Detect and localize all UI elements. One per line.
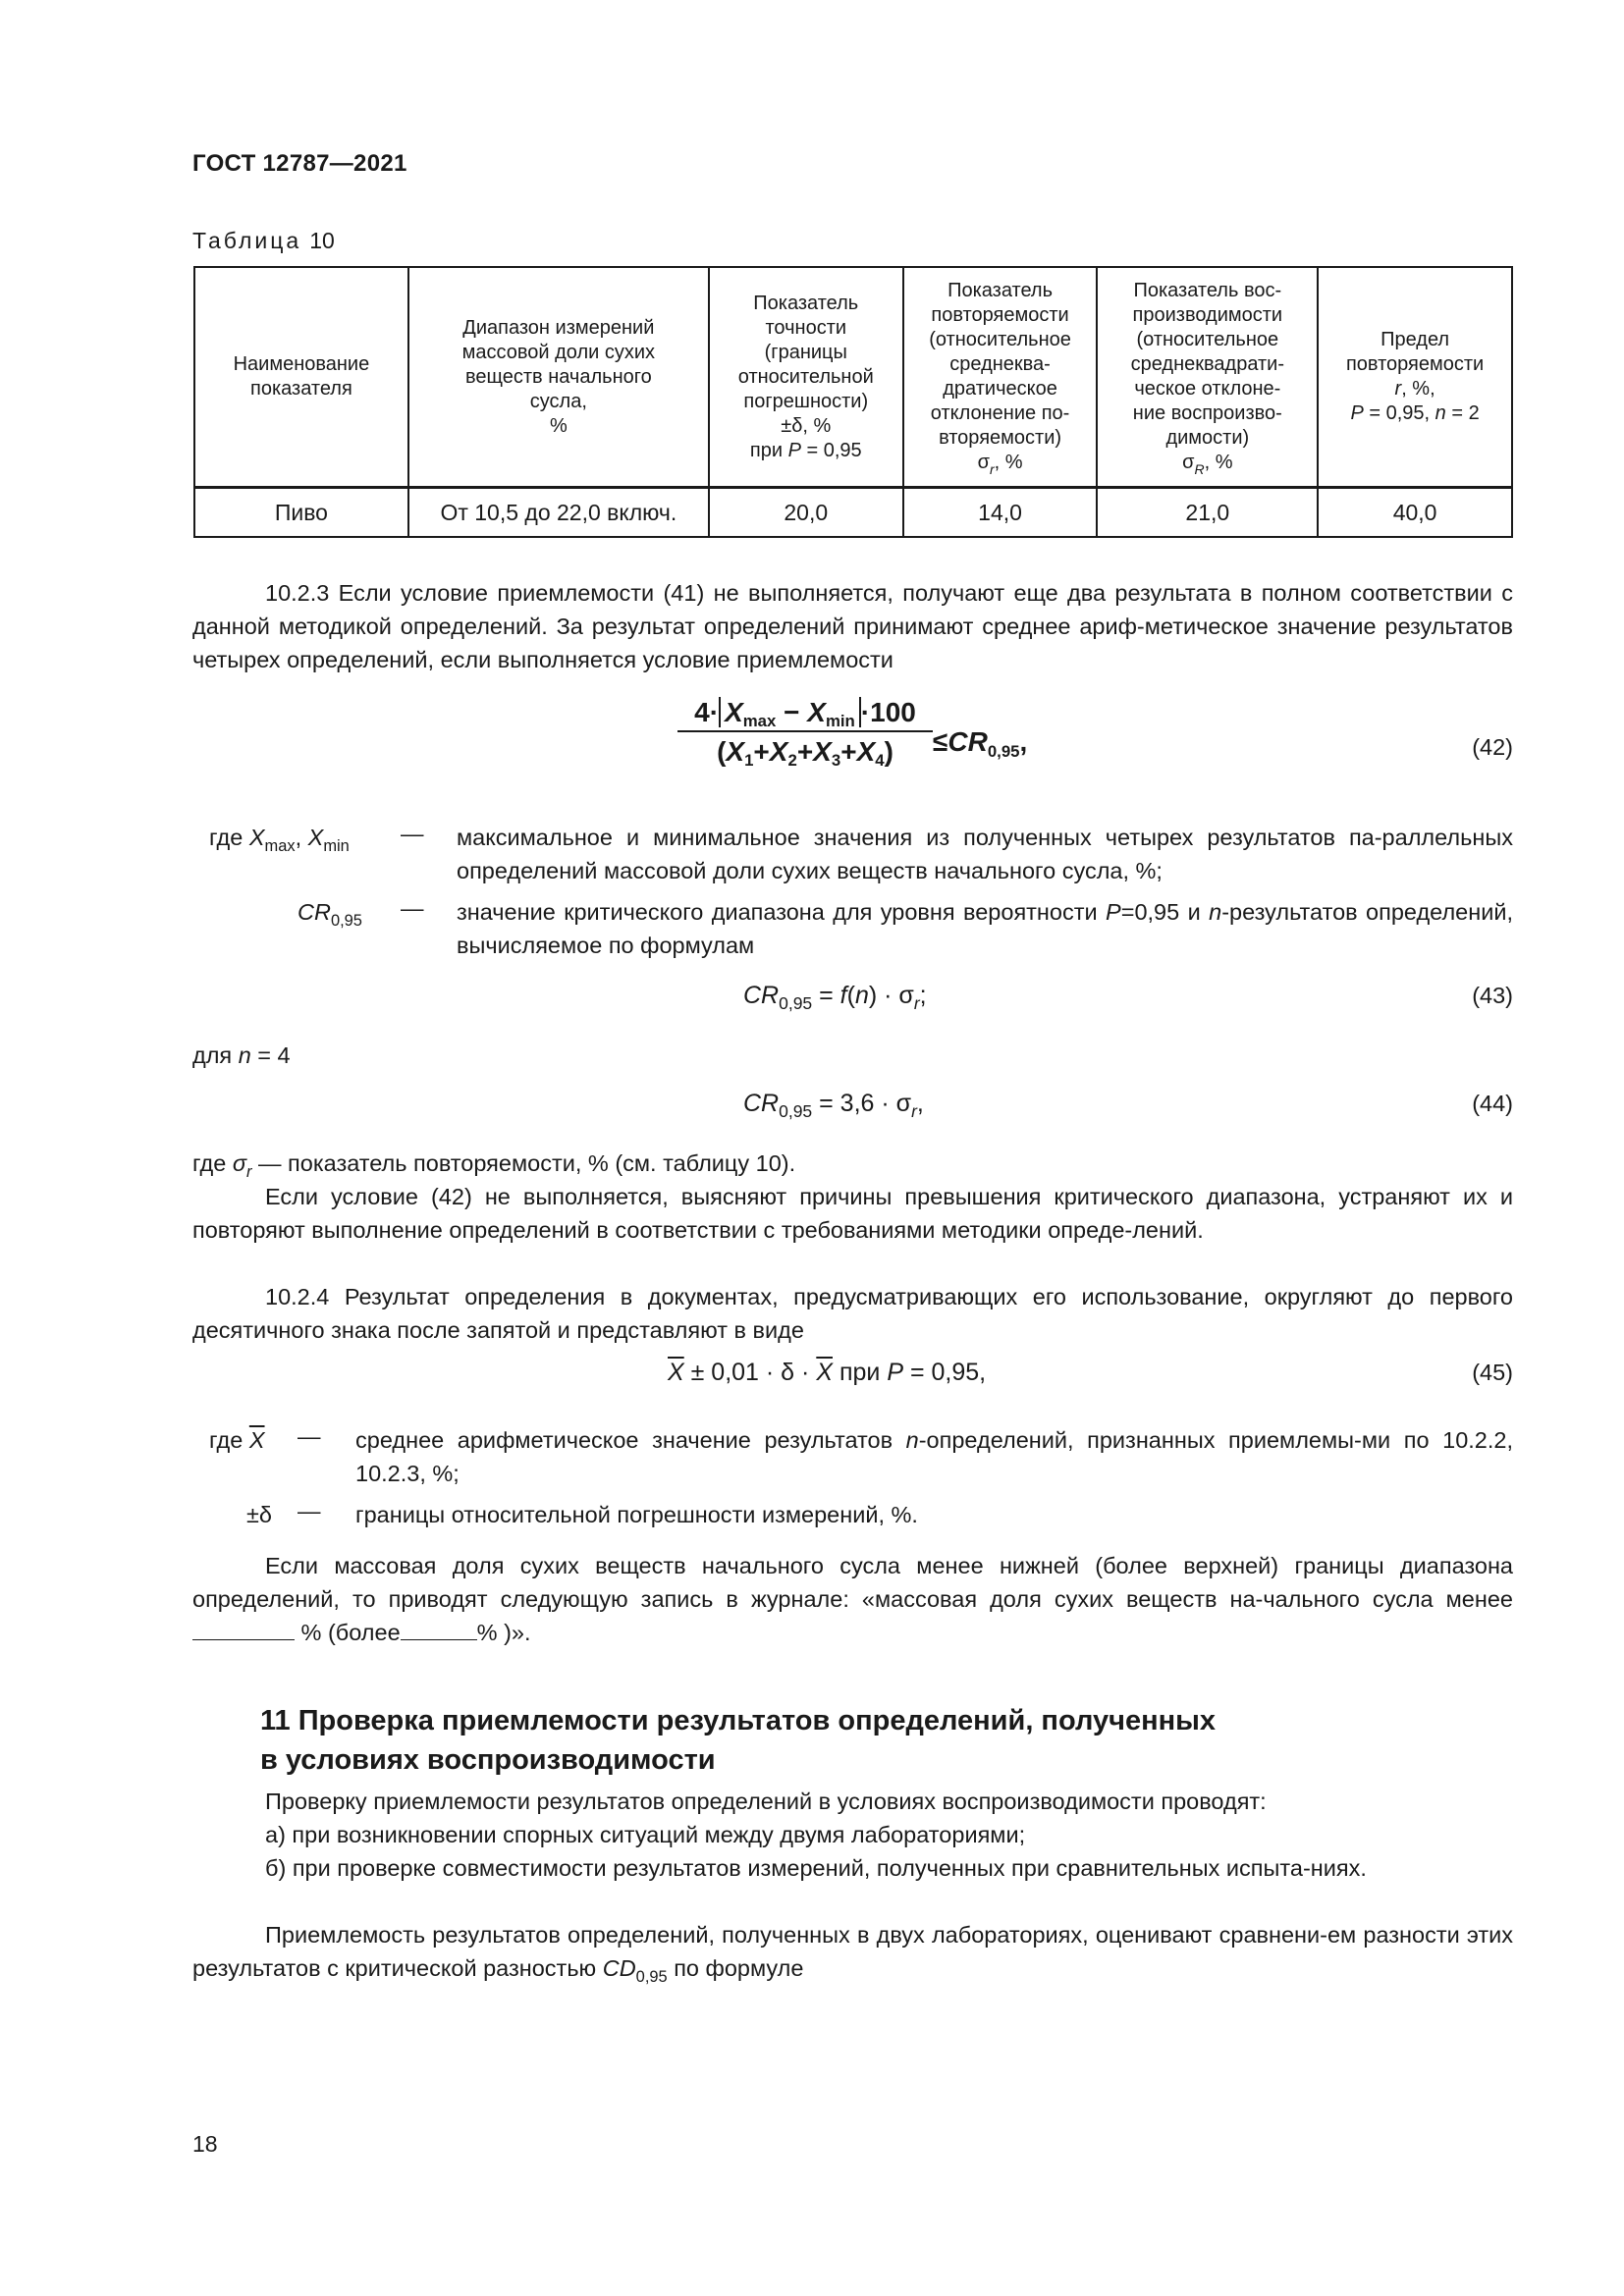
- where-term-cr: $CR_{0,95}$: [298, 899, 362, 930]
- where-sigma: где $\sigma_r$ — показатель повторяемости, % (см. таблицу 10).: [192, 1150, 796, 1181]
- table-header-cell: Показатель вос- производимости (относительное среднеквадрати- ческое отклоне- ние воспроизво- димости) $\sigma_R$, %: [1097, 267, 1318, 488]
- section-11-paragraph-2: Приемлемость результатов определений, полученных в двух лабораториях, оценивают сравнени-ем разности этих результатов с критической разностью $CD_{0,95}$ по формуле: [192, 1922, 1513, 1986]
- document-header: ГОСТ 12787—2021: [192, 150, 407, 177]
- table-cell: 40,0: [1318, 488, 1512, 538]
- table-caption: [192, 228, 335, 254]
- equation-43: $CR_{0,95} = f(n) \cdot \sigma_r$;: [743, 982, 927, 1013]
- section-11-item-a: а) при возникновении спорных ситуаций между двумя лабораториями;: [265, 1822, 1026, 1847]
- where-term-delta: ±δ: [246, 1502, 272, 1527]
- definition-xbar: среднее арифметическое значение результатов n-определений, признанных приемлемы-ми по 10.2.2, 10.2.3, %;: [355, 1427, 1513, 1486]
- equation-44-number: (44): [1472, 1091, 1513, 1116]
- equation-42-fraction: [677, 697, 933, 768]
- equation-42-numerator: $4\cdot X_{max} - X_{min} \cdot 100$: [694, 697, 916, 730]
- equation-42-denominator: $(X_1+X_2+X_3+X_4)$: [717, 736, 893, 770]
- section-11-item-b: б) при проверке совместимости результатов измерений, полученных при сравнительных испыта-ниях.: [265, 1855, 1367, 1881]
- equation-44: $CR_{0,95} = 3,6 \cdot \sigma_r$,: [743, 1090, 924, 1121]
- paragraph-10-2-3: 10.2.3 Если условие приемлемости (41) не выполняется, получают еще два результата в полном соответствии с данной методикой определений. За результат определений принимают среднее ариф-метическое значение результатов четырех определений, если выполняется условие приемлемости: [192, 580, 1513, 672]
- table-header-row: [194, 267, 1512, 488]
- equation-45-number: (45): [1472, 1360, 1513, 1385]
- paragraph-if-condition: Если условие (42) не выполняется, выясняют причины превышения критического диапазона, устраняют их и повторяют выполнение определений в соответствии с требованиями методики опреде-лений.: [192, 1184, 1513, 1243]
- equation-43-number: (43): [1472, 983, 1513, 1008]
- equation-42-number: (42): [1472, 734, 1513, 760]
- table-cell: Пиво: [194, 488, 408, 538]
- table-header-cell: Показатель повторяемости (относительное среднеква- дратическое отклонение по- вторяемости) $\sigma_r$, %: [903, 267, 1098, 488]
- page-number: 18: [192, 2131, 218, 2157]
- blank-field: [192, 1620, 295, 1640]
- equation-45: $\overline{X} \pm 0,01 \cdot \delta \cdot \overline{X}$ при P = 0,95,: [668, 1359, 987, 1386]
- table-cell: 21,0: [1097, 488, 1318, 538]
- table-cell: 20,0: [709, 488, 903, 538]
- definition-dash: —: [401, 895, 424, 921]
- table-header-cell: Показатель точности (границы относительной погрешности) ±δ, % при P = 0,95: [709, 267, 903, 488]
- table-caption-word: Таблица: [192, 228, 302, 253]
- table-header-cell: Наименование показателя: [194, 267, 408, 488]
- table-row: [194, 488, 1512, 538]
- table-cell: 14,0: [903, 488, 1098, 538]
- table-10: [193, 266, 1513, 538]
- for-n-4: для n = 4: [192, 1042, 291, 1068]
- section-11-title-line1: 11 Проверка приемлемости результатов определений, полученных: [260, 1705, 1217, 1736]
- table-caption-number: 10: [309, 228, 335, 253]
- section-11-paragraph-1: Проверку приемлемости результатов определений в условиях воспроизводимости проводят:: [265, 1789, 1267, 1814]
- table-header-cell: Предел повторяемости r, %, P = 0,95, n = 2: [1318, 267, 1512, 488]
- definition-xmax-xmin: максимальное и минимальное значения из полученных четырех результатов па-раллельных определений массовой доли сухих веществ начального сусла, %;: [457, 825, 1513, 883]
- definition-dash: —: [298, 1498, 321, 1523]
- where-term-xmax-xmin: где $X_{max}$, $X_{min}$: [209, 825, 350, 855]
- definition-cr: значение критического диапазона для уровня вероятности P=0,95 и n-результатов определений, вычисляемое по формулам: [457, 899, 1513, 958]
- paragraph-10-2-4: 10.2.4 Результат определения в документах, предусматривающих его использование, округляют до первого десятичного знака после запятой и представляют в виде: [192, 1284, 1513, 1343]
- section-11-title: [260, 1701, 1438, 1780]
- table-cell: От 10,5 до 22,0 включ.: [408, 488, 709, 538]
- section-11-title-line2: в условиях воспроизводимости: [260, 1744, 716, 1776]
- definition-delta: границы относительной погрешности измерений, %.: [355, 1502, 918, 1527]
- where-term-xbar: где $\overline{X}$: [209, 1427, 265, 1453]
- equation-42-rhs: $\le CR_{0,95}$,: [933, 726, 1028, 761]
- blank-field: [401, 1620, 477, 1640]
- definition-dash: —: [401, 821, 424, 846]
- table-header-cell: Диапазон измерений массовой доли сухих веществ начального сусла, %: [408, 267, 709, 488]
- paragraph-mass-fraction: Если массовая доля сухих веществ начального сусла менее нижней (более верхней) границы диапазона определений, то приводят следующую запись в журнале: «массовая доля сухих веществ на-чального сусла менее % (более % )».: [192, 1553, 1513, 1645]
- definition-dash: —: [298, 1423, 321, 1449]
- fraction-bar: [677, 730, 933, 732]
